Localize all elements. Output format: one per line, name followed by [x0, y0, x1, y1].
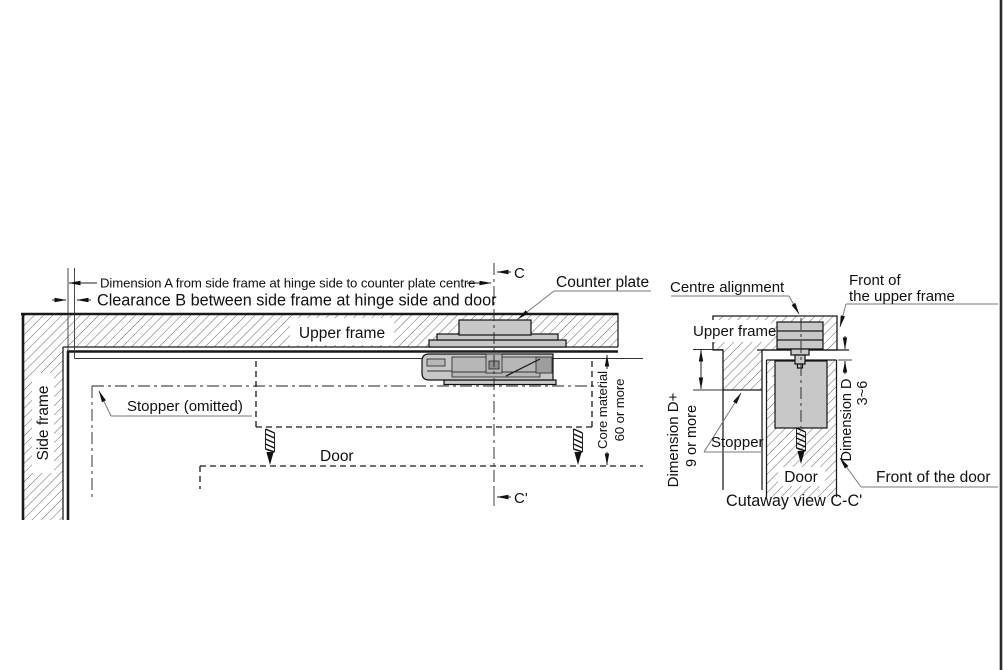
dimension-d-plus-label-2: 9 or more	[684, 404, 700, 468]
cutaway-stopper-callout	[704, 393, 764, 452]
dimension-d	[838, 336, 871, 462]
stopper-omitted-label: Stopper (omitted)	[127, 398, 243, 415]
dimension-d-label-1: Dimension D	[839, 378, 855, 462]
cutaway-upper-frame-label: Upper frame	[693, 323, 777, 340]
dimension-d-plus	[665, 350, 723, 488]
centre-alignment-label: Centre alignment	[670, 279, 785, 296]
upper-frame-label: Upper frame	[298, 325, 386, 342]
front-upper-frame-label-1: Front of	[849, 272, 901, 289]
stopper-omitted-callout	[99, 391, 252, 416]
core-material-dimension	[595, 355, 627, 465]
core-material-label-1: Core material	[595, 371, 610, 449]
section-c-prime-label: C'	[514, 490, 528, 507]
clearance-b	[52, 292, 497, 310]
front-of-door-callout	[840, 458, 998, 487]
front-of-door-label: Front of the door	[876, 469, 991, 486]
front-upper-frame-callout	[840, 272, 998, 327]
centre-alignment-callout	[670, 279, 799, 314]
dimension-d-label-2: 3~6	[855, 380, 871, 406]
dimension-d-plus-label-1: Dimension D+	[665, 392, 682, 488]
front-upper-frame-label-2: the upper frame	[849, 288, 955, 305]
cutaway-counter-plate	[777, 322, 823, 349]
mounting-screw-left	[266, 429, 275, 465]
cutaway-caption: Cutaway view C-C'	[726, 492, 863, 510]
cutaway-section-view	[665, 272, 998, 510]
dimension-a	[69, 276, 491, 291]
section-c-label: C	[514, 265, 525, 282]
mounting-screw-right	[574, 429, 583, 465]
counter-plate-callout	[518, 274, 651, 319]
damper-body	[422, 354, 556, 385]
main-elevation-view	[21, 263, 651, 520]
cutaway-door-label: Door	[784, 469, 818, 486]
counter-plate-label: Counter plate	[556, 274, 650, 291]
clearance-b-label: Clearance B between side frame at hinge side and door	[97, 291, 497, 310]
dimension-a-label: Dimension A from side frame at hinge side to counter plate centre	[100, 275, 476, 291]
cutaway-stopper-label: Stopper	[711, 434, 764, 451]
side-frame-label: Side frame	[35, 385, 52, 461]
door-label: Door	[320, 448, 354, 465]
core-material-label-2: 60 or more	[612, 378, 627, 442]
